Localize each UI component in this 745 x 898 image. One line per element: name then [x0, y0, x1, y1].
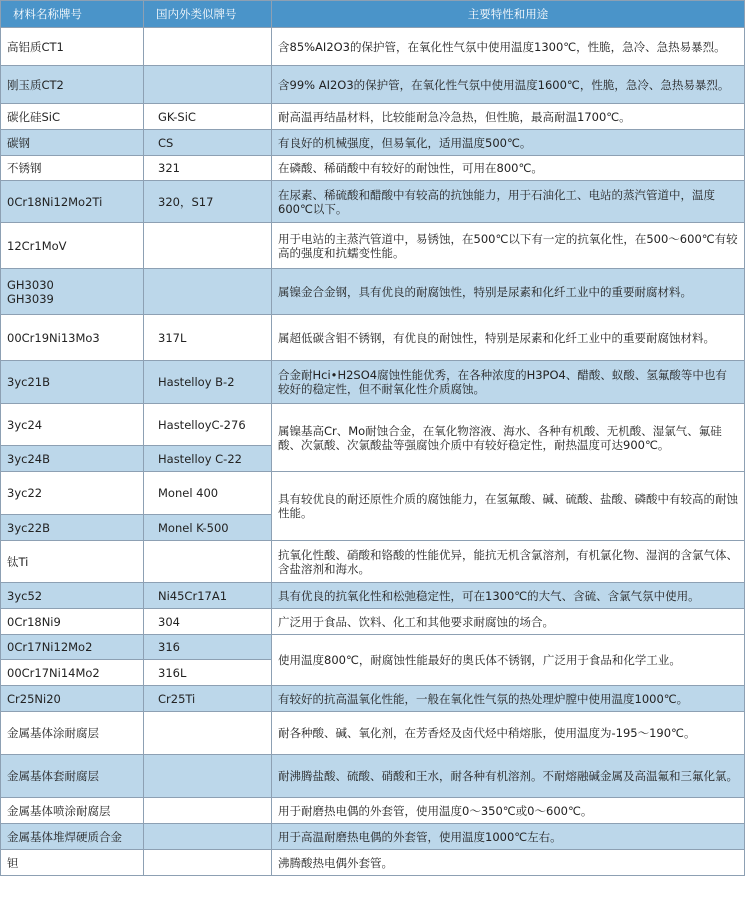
material-name: 0Cr18Ni9 — [1, 609, 144, 635]
material-name: 不锈钢 — [1, 156, 144, 181]
table-row — [1, 269, 745, 315]
table-row — [1, 104, 745, 130]
properties: 有良好的机械强度，但易氧化，适用温度500℃。 — [272, 130, 745, 156]
similar-grade — [144, 223, 272, 269]
similar-grade: 317L — [144, 315, 272, 361]
properties: 广泛用于食品、饮料、化工和其他要求耐腐蚀的场合。 — [272, 609, 745, 635]
properties: 含99% AI2O3的保护管，在氧化性气氛中使用温度1600℃，性脆，急冷、急热易暴烈。 — [272, 66, 745, 104]
material-name: 刚玉质CT2 — [1, 66, 144, 104]
material-name: 钽 — [1, 850, 144, 876]
similar-grade: Cr25Ti — [144, 686, 272, 712]
material-name: 3yc24B — [1, 446, 144, 472]
header-properties: 主要特性和用途 — [272, 1, 745, 28]
similar-grade — [144, 850, 272, 876]
properties: 沸腾酸热电偶外套管。 — [272, 850, 745, 876]
table-row — [1, 472, 745, 515]
table-row — [1, 223, 745, 269]
properties: 合金耐Hci•H2SO4腐蚀性能优秀，在各种浓度的H3PO4、醋酸、蚁酸、氢氟酸等中也有较好的稳定性，但不耐氧化性介质腐蚀。 — [272, 361, 745, 404]
similar-grade — [144, 541, 272, 583]
similar-grade — [144, 269, 272, 315]
table-row — [1, 315, 745, 361]
similar-grade — [144, 798, 272, 824]
similar-grade: Hastelloy B-2 — [144, 361, 272, 404]
table-row — [1, 28, 745, 66]
table-row — [1, 635, 745, 660]
similar-grade — [144, 824, 272, 850]
similar-grade — [144, 712, 272, 755]
properties: 使用温度800℃，耐腐蚀性能最好的奥氏体不锈钢，广泛用于食品和化学工业。 — [272, 635, 745, 686]
properties: 耐高温再结晶材料，比较能耐急冷急热，但性脆，最高耐温1700℃。 — [272, 104, 745, 130]
material-name: 金属基体涂耐腐层 — [1, 712, 144, 755]
table-row — [1, 686, 745, 712]
similar-grade: 316L — [144, 660, 272, 686]
table-row — [1, 404, 745, 446]
properties: 耐各种酸、碱、氧化剂，在芳香烃及卤代烃中稍熔胀，使用温度为-195～190℃。 — [272, 712, 745, 755]
material-name: 0Cr18Ni12Mo2Ti — [1, 181, 144, 223]
properties: 在尿素、稀硫酸和醋酸中有较高的抗蚀能力，用于石油化工、电站的蒸汽管道中，温度600℃以下。 — [272, 181, 745, 223]
material-name: 00Cr17Ni14Mo2 — [1, 660, 144, 686]
table-row — [1, 541, 745, 583]
properties: 属超低碳含钼不锈钢，有优良的耐蚀性，特别是尿素和化纤工业中的重要耐腐蚀材料。 — [272, 315, 745, 361]
properties: 属镍金合金钢，具有优良的耐腐蚀性，特别是尿素和化纤工业中的重要耐腐材料。 — [272, 269, 745, 315]
material-name: 高铝质CT1 — [1, 28, 144, 66]
material-name: 金属基体喷涂耐腐层 — [1, 798, 144, 824]
header-similar-grade: 国内外类似牌号 — [144, 1, 272, 28]
table-row — [1, 755, 745, 798]
properties: 用于耐磨热电偶的外套管，使用温度0～350℃或0～600℃。 — [272, 798, 745, 824]
properties: 用于高温耐磨热电偶的外套管，使用温度1000℃左右。 — [272, 824, 745, 850]
table-row — [1, 181, 745, 223]
material-name: 碳钢 — [1, 130, 144, 156]
properties: 耐沸腾盐酸、硫酸、硝酸和王水，耐各种有机溶剂。不耐熔融碱金属及高温氟和三氟化氯。 — [272, 755, 745, 798]
properties: 在磷酸、稀硝酸中有较好的耐蚀性，可用在800℃。 — [272, 156, 745, 181]
material-name: 3yc21B — [1, 361, 144, 404]
properties: 具有优良的抗氧化性和松弛稳定性，可在1300℃的大气、含硫、含氯气氛中使用。 — [272, 583, 745, 609]
material-name: 0Cr17Ni12Mo2 — [1, 635, 144, 660]
material-name: 3yc22B — [1, 515, 144, 541]
material-name: 碳化硅SiC — [1, 104, 144, 130]
table-row — [1, 824, 745, 850]
similar-grade: CS — [144, 130, 272, 156]
material-name: 3yc22 — [1, 472, 144, 515]
material-name: 12Cr1MoV — [1, 223, 144, 269]
material-name: 3yc52 — [1, 583, 144, 609]
similar-grade: Hastelloy C-22 — [144, 446, 272, 472]
similar-grade: 320，S17 — [144, 181, 272, 223]
similar-grade: HastelloyC-276 — [144, 404, 272, 446]
properties: 具有较优良的耐还原性介质的腐蚀能力，在氢氟酸、碱、硫酸、盐酸、磷酸中有较高的耐蚀性能。 — [272, 472, 745, 541]
similar-grade — [144, 755, 272, 798]
material-name: 3yc24 — [1, 404, 144, 446]
header-material-name: 材料名称牌号 — [1, 1, 144, 28]
table-row — [1, 130, 745, 156]
material-name: 00Cr19Ni13Mo3 — [1, 315, 144, 361]
properties: 用于电站的主蒸汽管道中，易锈蚀，在500℃以下有一定的抗氧化性，在500～600℃有较高的强度和抗蠕变性能。 — [272, 223, 745, 269]
properties: 抗氧化性酸、硝酸和铬酸的性能优异，能抗无机含氯溶剂，有机氯化物、湿润的含氯气体、含盐溶剂和海水。 — [272, 541, 745, 583]
similar-grade: 304 — [144, 609, 272, 635]
table-row — [1, 583, 745, 609]
table-row — [1, 66, 745, 104]
similar-grade: Monel 400 — [144, 472, 272, 515]
table-row — [1, 361, 745, 404]
properties: 属镍基高Cr、Mo耐蚀合金，在氧化物溶液、海水、各种有机酸、无机酸、湿氯气、氟硅酸、次氯酸、次氯酸盐等强腐蚀介质中有较好稳定性，耐热温度可达900℃。 — [272, 404, 745, 472]
material-name: 金属基体堆焊硬质合金 — [1, 824, 144, 850]
table-header-row — [1, 1, 745, 28]
table-row — [1, 798, 745, 824]
table-row — [1, 156, 745, 181]
properties: 有较好的抗高温氧化性能，一般在氧化性气氛的热处理炉膛中使用温度1000℃。 — [272, 686, 745, 712]
material-name — [1, 269, 144, 315]
similar-grade — [144, 66, 272, 104]
similar-grade: 316 — [144, 635, 272, 660]
material-name-line: GH3039 — [7, 291, 54, 306]
material-name: 钛Ti — [1, 541, 144, 583]
material-name-line: GH3030 — [7, 277, 54, 292]
similar-grade — [144, 28, 272, 66]
properties: 含85%AI2O3的保护管，在氧化性气氛中使用温度1300℃，性脆，急冷、急热易暴烈。 — [272, 28, 745, 66]
similar-grade: Monel K-500 — [144, 515, 272, 541]
material-name: Cr25Ni20 — [1, 686, 144, 712]
table-row — [1, 609, 745, 635]
table-row — [1, 712, 745, 755]
material-name: 金属基体套耐腐层 — [1, 755, 144, 798]
similar-grade: GK-SiC — [144, 104, 272, 130]
similar-grade: Ni45Cr17A1 — [144, 583, 272, 609]
table-row — [1, 850, 745, 876]
similar-grade: 321 — [144, 156, 272, 181]
